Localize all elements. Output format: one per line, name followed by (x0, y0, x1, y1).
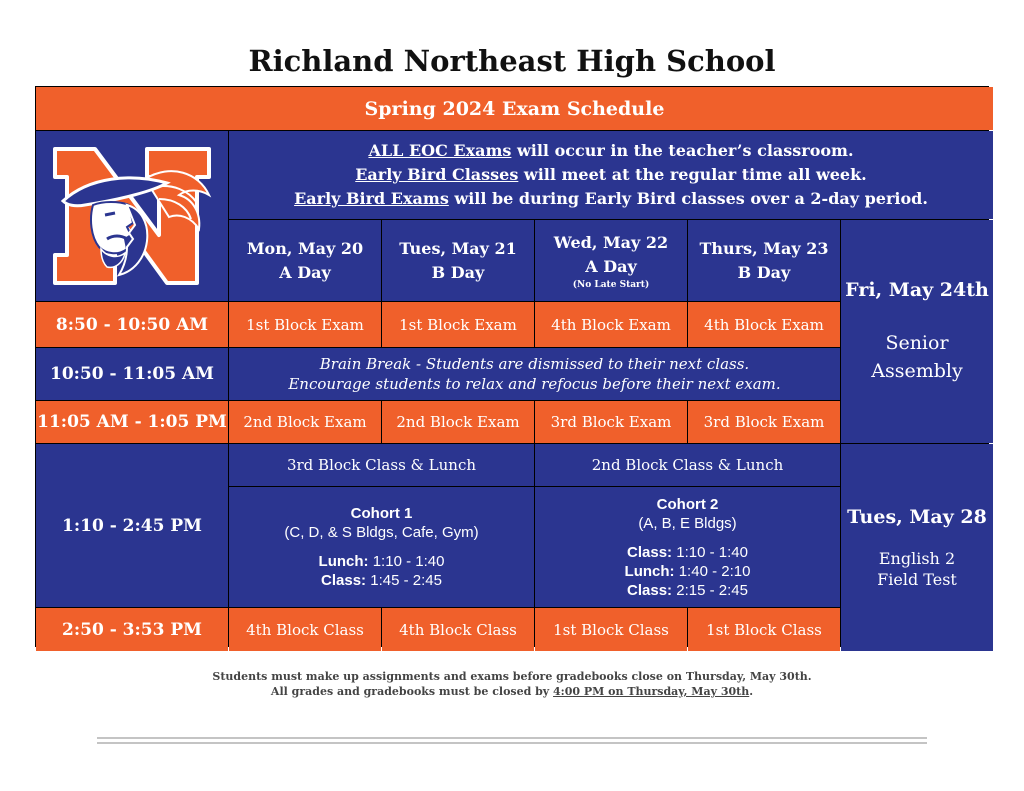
time-slot-1: 8:50 - 10:50 AM (36, 302, 228, 347)
no-late-start-note: (No Late Start) (572, 279, 650, 290)
early-bird-classes-link: Early Bird Classes (355, 165, 519, 184)
exam-cell: 2nd Block Exam (229, 401, 381, 443)
exam-cell: 1st Block Exam (382, 302, 534, 347)
cohort-2-schedule: Cohort 2 (A, B, E Bldgs) Class: 1:10 - 1:40 Lunch: 1:40 - 2:10 Class: 2:15 - 2:45 (535, 487, 840, 607)
time-slot-3: 11:05 AM - 1:05 PM (36, 401, 228, 443)
footer-note: Students must make up assignments and exams before gradebooks close on Thursday, May 30th. All grades and gradebooks must be closed by 4:00 PM on Thursday, May 30th. (212, 670, 812, 698)
note-line-2: Early Bird Classes will meet at the regular time all week. (355, 165, 867, 184)
note-line-3: Early Bird Exams will be during Early Bird classes over a 2-day period. (294, 189, 928, 208)
friday-column: Fri, May 24th Senior Assembly (841, 220, 993, 443)
note-line-1: ALL EOC Exams will occur in the teacher’s classroom. (368, 141, 854, 160)
exam-cell: 3rd Block Exam (688, 401, 840, 443)
footer-divider (97, 742, 927, 744)
class-cell: 1st Block Class (535, 608, 687, 651)
lunch-header-2nd-block: 2nd Block Class & Lunch (535, 444, 840, 486)
cohort-1-schedule: Cohort 1 (C, D, & S Bldgs, Cafe, Gym) Lunch: 1:10 - 1:40 Class: 1:45 - 2:45 (229, 487, 534, 607)
class-cell: 4th Block Class (382, 608, 534, 651)
early-bird-exams-link: Early Bird Exams (294, 189, 449, 208)
school-logo (36, 131, 228, 301)
exam-cell: 4th Block Exam (535, 302, 687, 347)
page-title: Richland Northeast High School (248, 44, 776, 78)
footer-divider (97, 737, 927, 739)
day-header-tue: Tues, May 21 B Day (382, 220, 534, 301)
day-header-thu: Thurs, May 23 B Day (688, 220, 840, 301)
time-slot-4: 1:10 - 2:45 PM (36, 444, 228, 607)
tuesday-date: Tues, May 28 (847, 505, 987, 528)
deadline-link: 4:00 PM on Thursday, May 30th (553, 685, 750, 698)
brain-break-note: Brain Break - Students are dismissed to their next class. Encourage students to relax and refocus before their next exam. (229, 348, 840, 400)
exam-cell: 3rd Block Exam (535, 401, 687, 443)
exam-schedule-table (35, 86, 989, 647)
exam-cell: 1st Block Exam (229, 302, 381, 347)
time-slot-5: 2:50 - 3:53 PM (36, 608, 228, 651)
schedule-header: Spring 2024 Exam Schedule (36, 87, 993, 130)
day-header-wed: Wed, May 22 A Day (No Late Start) (535, 220, 687, 301)
tuesday-column: Tues, May 28 English 2 Field Test (841, 444, 993, 651)
eoc-exams-link: ALL EOC Exams (368, 141, 512, 160)
exam-cell: 4th Block Exam (688, 302, 840, 347)
day-header-mon: Mon, May 20 A Day (229, 220, 381, 301)
lunch-header-3rd-block: 3rd Block Class & Lunch (229, 444, 534, 486)
class-cell: 4th Block Class (229, 608, 381, 651)
cavalier-n-logo-icon (49, 143, 215, 289)
exam-notes (229, 131, 993, 219)
time-slot-2: 10:50 - 11:05 AM (36, 348, 228, 400)
exam-cell: 2nd Block Exam (382, 401, 534, 443)
class-cell: 1st Block Class (688, 608, 840, 651)
friday-date: Fri, May 24th (845, 278, 989, 301)
